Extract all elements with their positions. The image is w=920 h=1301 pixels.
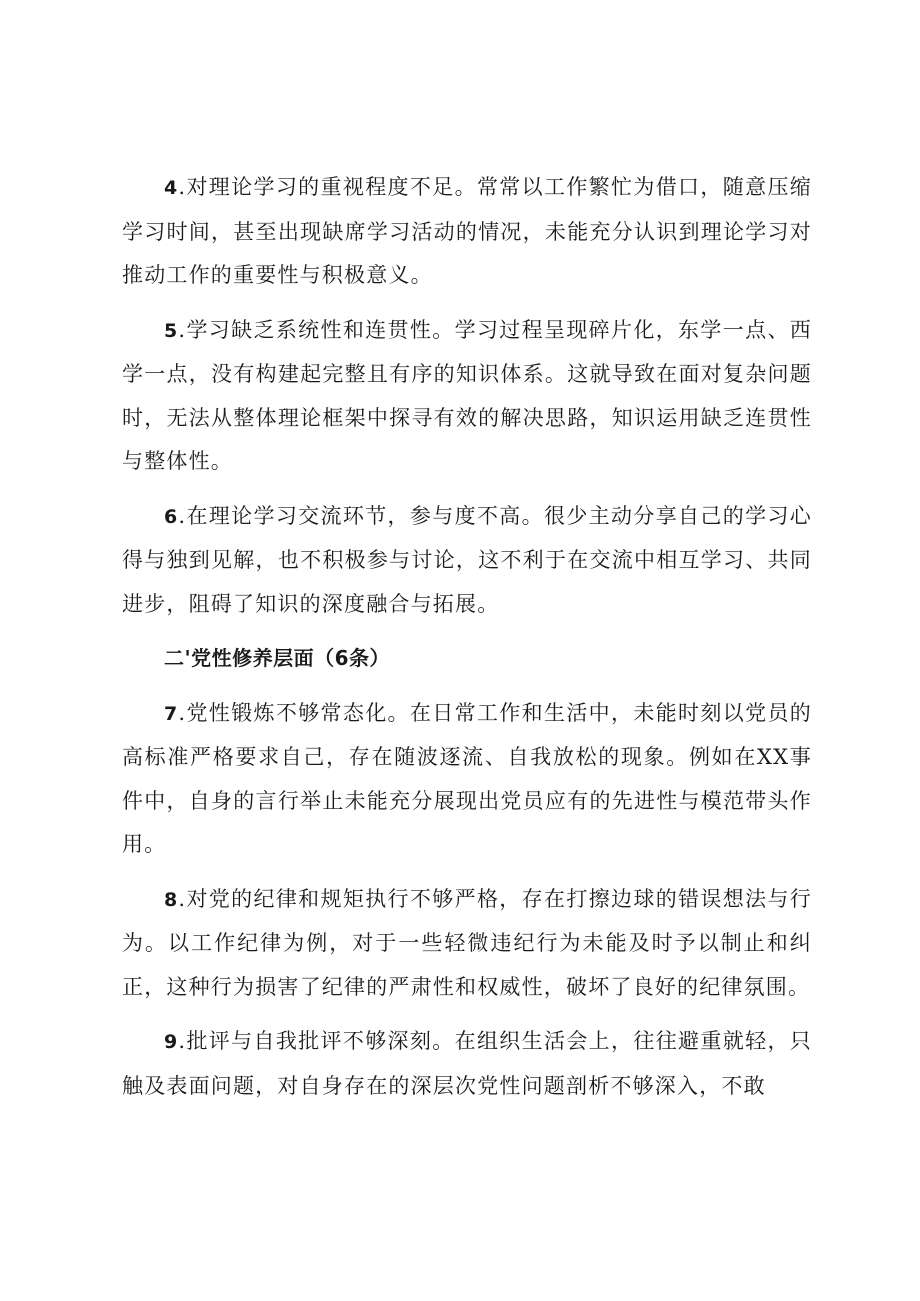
paragraph-item-6 [122,495,812,627]
paragraph-item-5 [122,309,812,484]
item-text: .学习缺乏系统性和连贯性。学习过程呈现碎片化，东学一点、西学一点，没有构建起完整且有序的知识体系。这就导致在面对复杂问题时，无法从整体理论框架中探寻有效的解决思路，知识运用缺乏连贯性与整体性。 [122,317,812,473]
document-body [122,166,812,1119]
item-number: 4 [164,177,179,199]
item-text: .对党的纪律和规矩执行不够严格，存在打擦边球的错误想法与行为。以工作纪律为例，对于一些轻微违纪行为未能及时予以制止和纠正，这种行为损害了纪律的严肃性和权威性，破坏了良好的纪律氛围。 [122,886,812,999]
item-number: 8 [164,888,179,911]
item-number: 7 [164,702,179,725]
item-text: .对理论学习的重视程度不足。常常以工作繁忙为借口，随意压缩学习时间，甚至出现缺席学习活动的情况，未能充分认识到理论学习对推动工作的重要性与积极意义。 [122,175,812,287]
item-number: 9 [164,1031,179,1053]
paragraph-item-4 [122,166,812,298]
item-text: .党性锻炼不够常态化。在日常工作和生活中，未能时刻以党员的高标准严格要求自己，存在随波逐流、自我放松的现象。例如在XX事件中，自身的言行举止未能充分展现出党员应有的先进性与模范带头作用。 [122,700,812,856]
paragraph-item-7 [122,692,812,867]
item-text: .批评与自我批评不够深刻。在组织生活会上，往往避重就轻，只触及表面问题，对自身存在的深层次党性问题剖析不够深入，不敢 [122,1029,812,1098]
item-number: 6 [164,505,179,528]
item-number: 5 [164,319,179,342]
paragraph-item-9 [122,1020,812,1108]
section-heading: 二'党性修养层面（6条） [164,646,391,670]
paragraph-item-8 [122,878,812,1010]
item-text: .在理论学习交流环节，参与度不高。很少主动分享自己的学习心得与独到见解，也不积极参与讨论，这不利于在交流中相互学习、共同进步，阻碍了知识的深度融合与拓展。 [122,503,812,616]
